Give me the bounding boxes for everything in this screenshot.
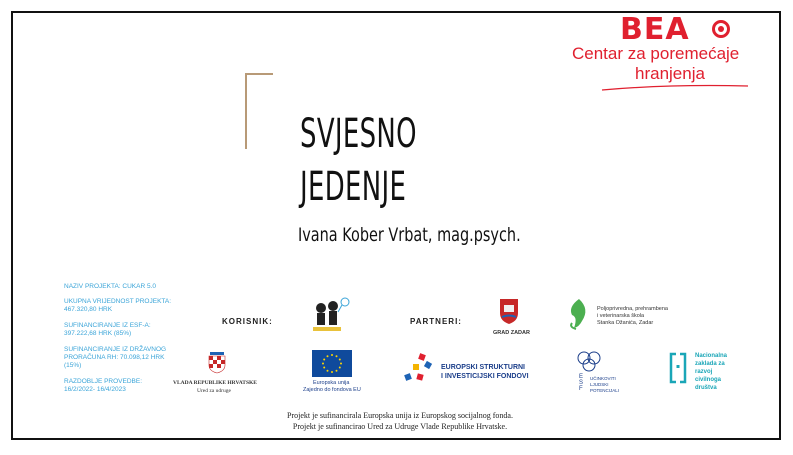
esf-label: SUFINANCIRANJE IZ ESF-A: <box>64 322 151 329</box>
author-name: Ivana Kober Vrbat, mag.psych. <box>298 224 521 246</box>
esf-line-2: LJUDSKI <box>590 382 609 387</box>
grad-zadar-crest <box>498 297 520 325</box>
logo-subtitle-2: hranjenja <box>635 64 705 83</box>
eu-line-1: Europska unija <box>313 380 350 386</box>
school-line-1: Poljoprivredna, prehrambena <box>597 306 668 312</box>
esi-line-1: EUROPSKI STRUKTURNI <box>441 364 526 371</box>
esf-line-3: POTENCIJALI <box>590 388 620 393</box>
project-name: NAZIV PROJEKTA: CUKAR 5.0 <box>64 283 156 290</box>
state-label-1: SUFINANCIRANJE IZ DRŽAVNOG <box>64 346 167 353</box>
zaklada-bracket-icon <box>669 352 687 384</box>
title-line-2: JEDENJE <box>300 164 407 210</box>
logo-swoosh <box>600 82 750 92</box>
total-value-label: UKUPNA VRIJEDNOST PROJEKTA: <box>64 298 172 305</box>
korisnik-label: KORISNIK: <box>222 317 273 326</box>
footer-line-2: Projekt je sufinancirao Ured za Udruge Vlade Republike Hrvatske. <box>292 422 508 431</box>
bea-logo <box>560 12 790 92</box>
esi-funds-icon <box>403 352 437 386</box>
grad-zadar-label: GRAD ZADAR <box>493 330 530 336</box>
esi-line-2: I INVESTICIJSKI FONDOVI <box>441 373 529 380</box>
esf-line-1: UČINKOVITI <box>590 376 616 381</box>
footer-line-1: Projekt je sufinancirala Europska unija iz Europskog socijalnog fonda. <box>287 411 513 420</box>
logo-subtitle-1: Centar za poremećaje <box>572 44 740 63</box>
partneri-label: PARTNERI: <box>410 317 462 326</box>
esf-value: 397.222,68 HRK (85%) <box>64 330 132 337</box>
eu-flag <box>312 350 352 377</box>
zaklada-line-3: razvoj <box>695 369 713 375</box>
heart-circle-icon <box>712 20 730 38</box>
period-label: RAZDOBLJE PROVEDBE: <box>64 378 143 385</box>
state-label-2: PRORAČUNA RH: 70.098,12 HRK <box>64 354 165 361</box>
esf-flower-icon <box>574 350 604 374</box>
school-line-2: i veterinarska škola <box>597 313 645 319</box>
total-value: 467.320,80 HRK <box>64 306 113 313</box>
vlada-line-1: VLADA REPUBLIKE HRVATSKE <box>173 380 257 386</box>
footer-note <box>200 410 600 432</box>
school-leaf-icon <box>566 297 592 331</box>
logo-name: BEA <box>620 12 690 47</box>
zaklada-line-4: civilnoga <box>695 377 722 383</box>
esf-letters: E S F <box>579 374 584 392</box>
eu-line-2: Zajedno do fondova EU <box>303 387 361 393</box>
croatian-coat-of-arms <box>208 352 226 374</box>
zaklada-line-1: Nacionalna <box>695 353 728 359</box>
period-value: 16/2/2022- 16/4/2023 <box>64 386 126 393</box>
title-line-1: SVJESNO <box>300 111 417 157</box>
vlada-line-2: Ured za udruge <box>197 388 231 394</box>
korisnik-logo <box>305 296 355 336</box>
zaklada-line-2: zaklada za <box>695 361 725 367</box>
slide-title <box>300 108 430 214</box>
school-line-3: Stanka Ožanića, Zadar <box>597 320 654 326</box>
zaklada-line-5: društva <box>695 385 717 391</box>
state-label-3: (15%) <box>64 362 82 369</box>
decorative-corner <box>245 73 273 149</box>
